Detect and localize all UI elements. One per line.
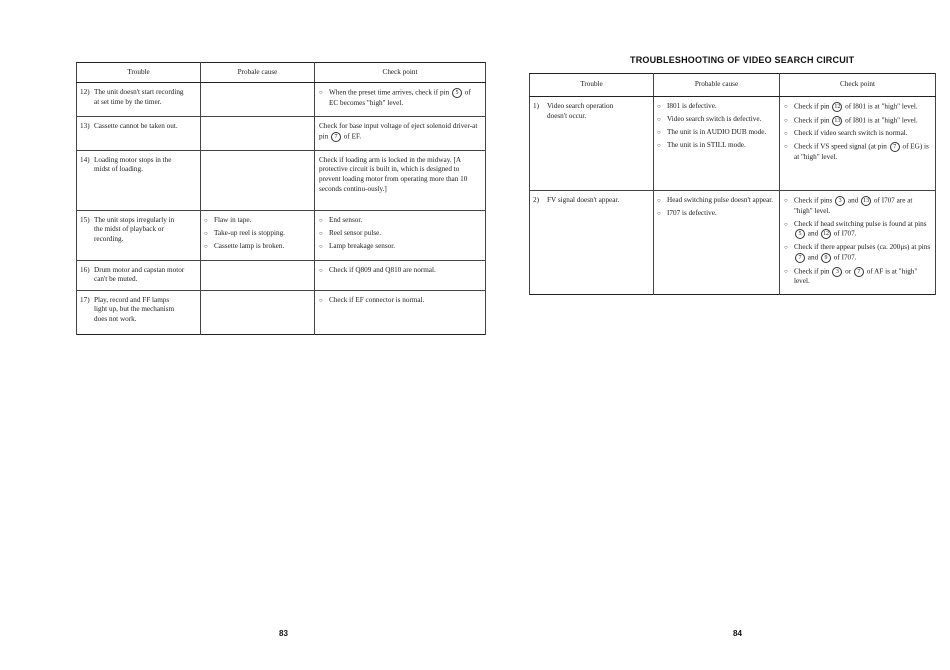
pin-number: 9 — [821, 253, 831, 263]
check-text-part: Check if pin — [794, 267, 832, 276]
trouble-description — [94, 156, 196, 176]
check-item — [784, 243, 931, 264]
trouble-cell — [77, 290, 201, 334]
trouble-cell — [530, 97, 654, 191]
bullet-icon: ○ — [319, 267, 323, 274]
check-text-part: and — [806, 253, 820, 262]
cause-cell — [654, 191, 780, 295]
cause-text: The unit is in AUDIO DUB mode. — [667, 128, 767, 136]
check-text — [329, 296, 481, 306]
check-text-part: Check if EF connector is normal. — [329, 295, 425, 304]
check-text-part: of I707. — [831, 230, 857, 239]
pin-number: 7 — [331, 132, 341, 142]
check-text — [319, 122, 481, 143]
cause-text: Flaw in tape. — [214, 215, 252, 224]
check-text — [329, 242, 481, 252]
cause-cell — [201, 260, 315, 290]
cause-item — [657, 196, 776, 206]
bullet-icon: ○ — [657, 143, 661, 149]
bullet-icon: ○ — [319, 297, 323, 304]
check-text — [794, 196, 931, 217]
trouble-line: FV signal doesn't appear. — [547, 196, 620, 204]
cause-item — [204, 216, 311, 226]
pin-number: 3 — [835, 196, 845, 206]
cause-cell — [201, 290, 315, 334]
trouble-number: 14) — [80, 155, 90, 164]
trouble-line: Loading motor stops in the — [94, 155, 172, 164]
pin-number: 13 — [863, 198, 870, 204]
trouble-cell — [530, 191, 654, 295]
check-text — [794, 243, 931, 264]
check-text-part: of EG) is at "high" level. — [794, 142, 929, 161]
cause-item — [204, 229, 311, 239]
cause-text: Cassette lamp is broken. — [214, 241, 285, 250]
trouble-line: Drum motor and capstan motor — [94, 265, 185, 274]
trouble-number: 2) — [533, 196, 539, 204]
trouble-line: the midst of playback or — [94, 225, 164, 234]
bullet-icon: ○ — [784, 104, 788, 110]
header-cause: Probable cause — [654, 74, 780, 97]
bullet-icon: ○ — [784, 245, 788, 252]
check-text-part: Check for base input voltage of eject solenoid driver-at pin — [319, 122, 478, 141]
check-text — [329, 266, 481, 276]
trouble-line: light up, but the mechanism — [94, 305, 175, 314]
bullet-icon: ○ — [319, 217, 323, 224]
cause-text: I801 is defective. — [667, 102, 717, 110]
trouble-cell — [77, 117, 201, 151]
table-row — [530, 191, 936, 295]
check-cell — [315, 150, 486, 210]
pin-number: 7 — [890, 142, 900, 152]
check-item — [784, 267, 931, 288]
table-row — [77, 117, 486, 151]
trouble-description — [94, 216, 196, 246]
check-text — [794, 220, 931, 241]
check-text — [329, 88, 481, 109]
pin-number: 5 — [452, 88, 462, 98]
trouble-description — [94, 88, 196, 108]
check-item — [319, 296, 481, 306]
check-text-part: of I801 is at "high" level. — [843, 102, 918, 111]
header-trouble: Trouble — [530, 74, 654, 97]
page-number: 83 — [279, 629, 288, 638]
cause-text: Take-up reel is stopping. — [214, 228, 285, 237]
bullet-icon: ○ — [784, 221, 788, 228]
trouble-item — [80, 266, 196, 286]
trouble-cell — [77, 150, 201, 210]
cause-cell — [201, 83, 315, 117]
table-row — [530, 97, 936, 191]
table-row — [77, 260, 486, 290]
trouble-line: The unit doesn't start recording — [94, 88, 184, 96]
trouble-cell — [77, 210, 201, 260]
trouble-description — [547, 196, 649, 206]
check-cell — [780, 97, 936, 191]
trouble-cell — [77, 83, 201, 117]
page-number: 84 — [733, 629, 742, 638]
trouble-table-right — [529, 73, 936, 295]
trouble-number: 15) — [80, 215, 90, 224]
check-item — [319, 216, 481, 226]
check-item — [319, 242, 481, 252]
pin-number: 12 — [822, 231, 829, 238]
cause-cell — [201, 117, 315, 151]
bullet-icon: ○ — [784, 198, 788, 204]
check-text-part: When the preset time arrives, check if pin — [329, 88, 451, 97]
cause-text: Head switching pulse doesn't appear. — [667, 196, 774, 204]
check-text — [329, 216, 481, 226]
check-text-part: and — [806, 230, 820, 239]
header-check: Check point — [780, 74, 936, 97]
table-body — [77, 83, 486, 335]
check-cell — [315, 290, 486, 334]
table-body — [530, 97, 936, 295]
pin-number: 12 — [834, 104, 841, 110]
check-text-part: of AF is at "high" level. — [794, 267, 918, 286]
cause-cell — [654, 97, 780, 191]
trouble-item — [533, 196, 649, 206]
bullet-icon: ○ — [319, 243, 323, 250]
table-row — [77, 150, 486, 210]
table-row — [77, 83, 486, 117]
check-text — [794, 116, 931, 127]
trouble-description — [94, 122, 196, 132]
check-text-part: Check if Q809 and Q810 are normal. — [329, 265, 436, 274]
check-text-part: or — [843, 267, 853, 276]
check-text — [319, 156, 481, 196]
cause-cell — [201, 210, 315, 260]
trouble-item — [80, 296, 196, 326]
trouble-item — [80, 88, 196, 108]
check-item — [784, 142, 931, 163]
bullet-icon: ○ — [204, 217, 208, 224]
pin-number: 3 — [832, 267, 842, 277]
cause-cell — [201, 150, 315, 210]
trouble-item — [80, 122, 196, 132]
check-cell — [315, 117, 486, 151]
check-cell — [315, 260, 486, 290]
bullet-icon: ○ — [657, 117, 661, 123]
trouble-number: 13) — [80, 122, 90, 130]
trouble-item — [533, 102, 649, 122]
table-header-row — [77, 63, 486, 83]
trouble-line: does not work. — [94, 315, 137, 324]
check-item — [784, 220, 931, 241]
check-text-part: and — [846, 196, 861, 205]
pin-number: 5 — [795, 229, 805, 239]
trouble-item — [80, 216, 196, 246]
cause-item — [204, 242, 311, 252]
bullet-icon: ○ — [657, 104, 661, 110]
trouble-number: 17) — [80, 295, 90, 304]
check-text-part: of I707. — [831, 253, 857, 262]
check-cell — [315, 210, 486, 260]
check-text-part: Check if there appear pulses (ca. 200μs) at pins — [794, 243, 931, 252]
trouble-number: 12) — [80, 88, 90, 96]
check-text-part: Lamp breakage sensor. — [329, 241, 396, 250]
bullet-icon: ○ — [657, 130, 661, 136]
check-item — [319, 156, 481, 196]
header-cause: Probale cause — [201, 63, 315, 83]
check-item — [784, 129, 931, 139]
trouble-description — [94, 296, 196, 326]
check-text-part: of I707 are at "high" level. — [794, 196, 913, 215]
right-page — [475, 0, 950, 670]
trouble-line: The unit stops irregularly in — [94, 215, 175, 224]
check-text — [794, 102, 931, 113]
table-row — [77, 290, 486, 334]
bullet-icon: ○ — [784, 131, 788, 138]
pin-number: 7 — [795, 253, 805, 263]
bullet-icon: ○ — [784, 144, 788, 151]
cause-item — [657, 141, 776, 151]
cause-text: The unit is in STILL mode. — [667, 141, 746, 149]
trouble-line: at set time by the timer. — [94, 97, 162, 106]
cause-item — [657, 102, 776, 112]
trouble-line: Video search operation — [547, 102, 614, 110]
header-check: Check point — [315, 63, 486, 83]
cause-item — [657, 128, 776, 138]
check-text-part: of EF. — [341, 132, 362, 141]
check-item — [784, 196, 931, 217]
check-text-part: of I801 is at "high" level. — [843, 116, 918, 125]
check-text-part: Check if head switching pulse is found at pins — [794, 219, 927, 228]
pin-number: 13 — [834, 117, 841, 124]
trouble-line: can't be muted. — [94, 275, 138, 284]
bullet-icon: ○ — [204, 243, 208, 250]
check-text — [794, 267, 931, 288]
check-cell — [780, 191, 936, 295]
cause-item — [657, 115, 776, 125]
bullet-icon: ○ — [657, 198, 661, 204]
cause-item — [657, 209, 776, 219]
check-text — [329, 229, 481, 239]
check-text-part: Reel sensor pulse. — [329, 228, 382, 237]
check-text-part: Check if pin — [794, 116, 832, 125]
check-item — [784, 102, 931, 113]
cause-text: I707 is defective. — [667, 209, 717, 217]
pin-number: 7 — [854, 267, 864, 277]
check-text-part: Check if pin — [794, 102, 832, 111]
check-text-part: Check if video search switch is normal. — [794, 129, 908, 138]
bullet-icon: ○ — [319, 90, 323, 96]
bullet-icon: ○ — [319, 230, 323, 237]
bullet-icon: ○ — [204, 230, 208, 237]
check-text-part: End sensor. — [329, 215, 363, 224]
check-text-part: of EC becomes "high" level. — [329, 88, 471, 107]
check-text-part: Check if loading arm is locked in the midway. [A protective circuit is built in, which is designed to prevent loading motor from operating more than 10 seconds continu-ously.] — [319, 155, 468, 194]
bullet-icon: ○ — [784, 117, 788, 124]
table-header-row — [530, 74, 936, 97]
trouble-number: 16) — [80, 265, 90, 274]
check-cell — [315, 83, 486, 117]
trouble-line: Cassette cannot be taken out. — [94, 122, 178, 130]
cause-text: Video search switch is defective. — [667, 115, 762, 123]
bullet-icon: ○ — [784, 268, 788, 275]
trouble-description — [94, 266, 196, 286]
trouble-description — [547, 102, 649, 122]
bullet-icon: ○ — [657, 211, 661, 217]
trouble-line: doesn't occur. — [547, 111, 587, 120]
table-row — [77, 210, 486, 260]
trouble-line: Play, record and FF lamps — [94, 295, 170, 304]
header-trouble: Trouble — [77, 63, 201, 83]
trouble-item — [80, 156, 196, 176]
section-title: TROUBLESHOOTING OF VIDEO SEARCH CIRCUIT — [630, 55, 855, 65]
check-text — [794, 142, 931, 163]
check-item — [319, 122, 481, 143]
check-text — [794, 129, 931, 139]
check-item — [319, 266, 481, 276]
trouble-table-left — [76, 62, 486, 335]
check-item — [784, 116, 931, 127]
trouble-line: midst of loading. — [94, 165, 143, 174]
check-item — [319, 229, 481, 239]
check-text-part: Check if VS speed signal (at pin — [794, 142, 889, 151]
check-item — [319, 88, 481, 109]
trouble-cell — [77, 260, 201, 290]
check-text-part: Check if pins — [794, 196, 835, 205]
trouble-number: 1) — [533, 102, 539, 110]
trouble-line: recording. — [94, 235, 124, 244]
